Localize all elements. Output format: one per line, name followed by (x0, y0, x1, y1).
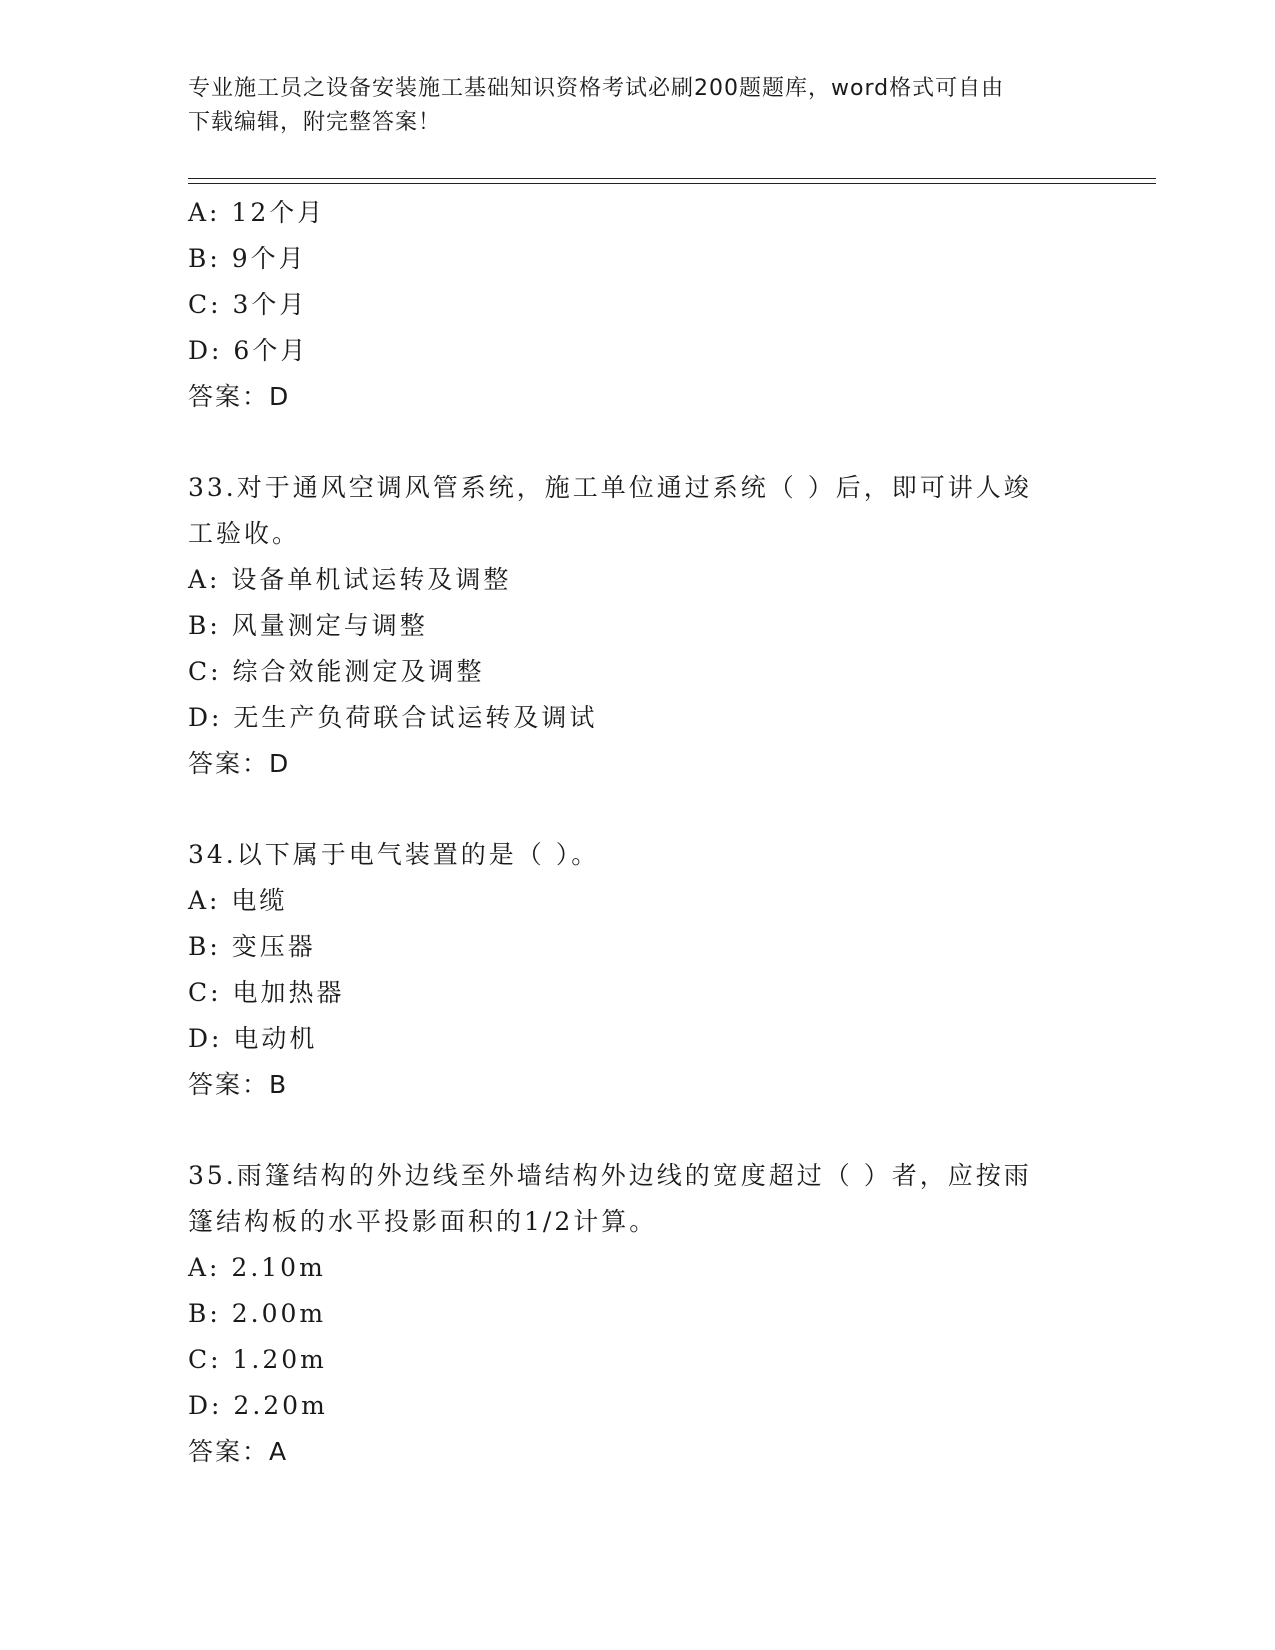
option-d: D: 电动机 (188, 1024, 318, 1053)
option-b: B: 变压器 (188, 932, 316, 961)
option-a: A: 2.10m (188, 1253, 326, 1282)
header-divider-bottom (188, 183, 1156, 184)
option-d: D: 6个月 (188, 336, 309, 365)
option-c: C: 3个月 (188, 290, 308, 319)
spacer (188, 787, 1088, 832)
spacer (188, 420, 1088, 465)
header-divider-top (188, 178, 1156, 179)
option-b: B: 风量测定与调整 (188, 611, 428, 640)
question-block-35 (188, 1153, 1088, 1475)
option-a: A: 电缆 (188, 886, 288, 915)
option-c: C: 1.20m (188, 1345, 327, 1374)
question-stem: 34.以下属于电气装置的是（ ）。 (188, 840, 600, 869)
question-stem-continued: 篷结构板的水平投影面积的1/2计算。 (188, 1207, 658, 1236)
question-stem-continued: 工验收。 (188, 519, 301, 548)
question-stem: 33.对于通风空调风管系统，施工单位通过系统（ ）后，即可讲人竣 (188, 473, 1032, 502)
document-header (188, 72, 1088, 140)
option-b: B: 9个月 (188, 244, 307, 273)
question-stem: 35.雨篷结构的外边线至外墙结构外边线的宽度超过（ ）者，应按雨 (188, 1161, 1032, 1190)
header-line-2: 下载编辑，附完整答案！ (188, 110, 442, 135)
header-line-1: 专业施工员之设备安装施工基础知识资格考试必刷200题题库，word格式可自由 (188, 76, 1005, 101)
option-c: C: 综合效能测定及调整 (188, 657, 485, 686)
answer-line: 答案：A (188, 1437, 289, 1466)
question-block-32 (188, 190, 1088, 420)
option-a: A: 12个月 (188, 198, 326, 227)
answer-line: 答案：B (188, 1070, 289, 1099)
option-d: D: 无生产负荷联合试运转及调试 (188, 703, 598, 732)
spacer (188, 1108, 1088, 1153)
option-d: D: 2.20m (188, 1391, 328, 1420)
option-b: B: 2.00m (188, 1299, 327, 1328)
option-a: A: 设备单机试运转及调整 (188, 565, 512, 594)
answer-line: 答案：D (188, 382, 291, 411)
question-list (188, 190, 1088, 1475)
question-block-34 (188, 832, 1088, 1108)
answer-line: 答案：D (188, 749, 291, 778)
option-c: C: 电加热器 (188, 978, 345, 1007)
question-block-33 (188, 465, 1088, 787)
